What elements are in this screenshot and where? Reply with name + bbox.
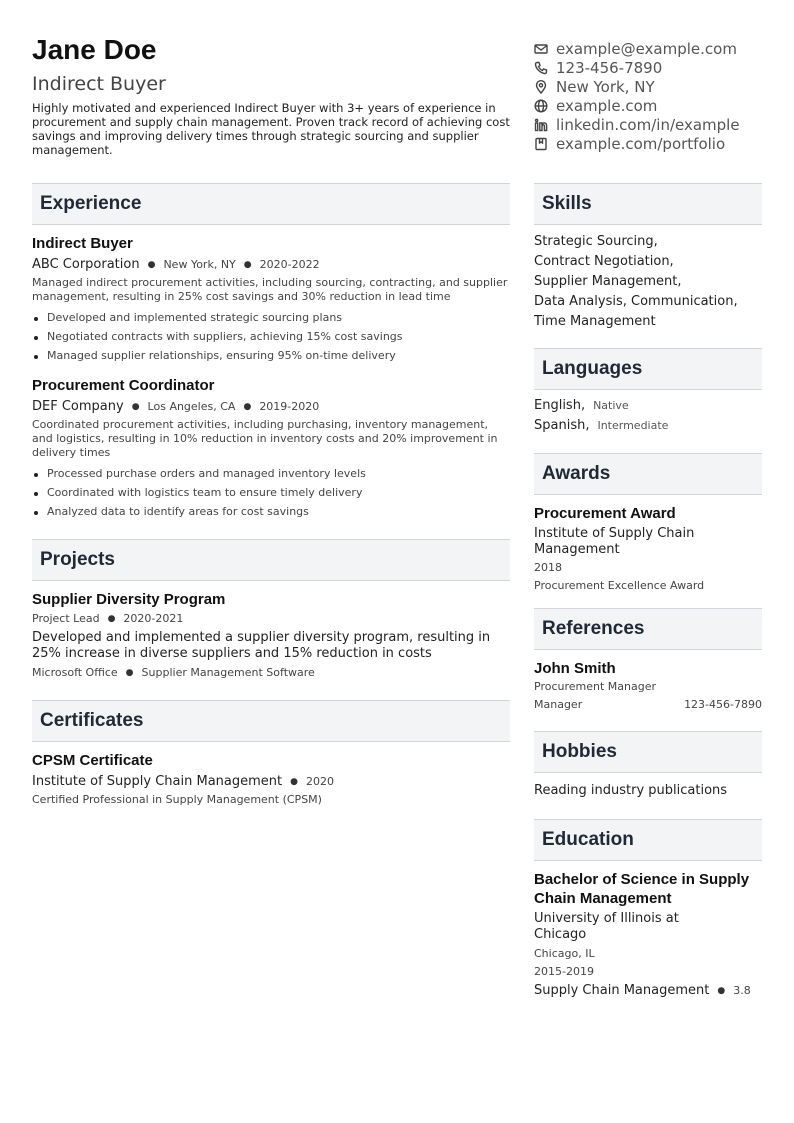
job-location: Los Angeles, CA xyxy=(147,400,236,413)
skill-item: Contract Negotiation, xyxy=(534,254,674,269)
contact-email-text: example@example.com xyxy=(556,39,737,58)
project-title: Supplier Diversity Program xyxy=(32,591,226,608)
reference-position: Procurement Manager xyxy=(534,680,656,693)
reference-role: Manager xyxy=(534,698,583,711)
job-bullet: Analyzed data to identify areas for cost savings xyxy=(32,502,510,521)
certificates-heading xyxy=(32,700,510,742)
company-name: DEF Company xyxy=(32,399,124,414)
contact-linkedin[interactable] xyxy=(534,115,774,134)
certificate-meta xyxy=(32,774,510,790)
contact-website[interactable] xyxy=(534,96,774,115)
right-column xyxy=(534,183,762,999)
certificate-description: Certified Professional in Supply Management (CPSM) xyxy=(32,793,322,806)
contact-phone-text: 123-456-7890 xyxy=(556,58,663,77)
separator-dot: ● xyxy=(290,777,298,787)
job-bullet: Developed and implemented strategic sourcing plans xyxy=(32,308,510,327)
project-item xyxy=(32,591,510,681)
job-bullet: Coordinated with logistics team to ensure timely delivery xyxy=(32,483,510,502)
reference-contact-row xyxy=(534,696,762,714)
contact-location xyxy=(534,77,774,96)
contact-linkedin-text: linkedin.com/in/example xyxy=(556,115,740,134)
languages-heading-text: Languages xyxy=(542,358,643,379)
reference-phone: 123-456-7890 xyxy=(684,698,762,711)
reference-item xyxy=(534,659,762,714)
language-item xyxy=(534,416,762,436)
summary-text: Highly motivated and experienced Indirect Buyer with 3+ years of experience in procurement and supply chain management. Proven track record of achieving cost savings and improving delivery times through strategic sourcing and supplier management. xyxy=(32,101,510,157)
bookmark-icon xyxy=(534,137,548,151)
job-meta xyxy=(32,399,510,415)
language-level: Native xyxy=(593,399,629,412)
project-dates: 2020-2021 xyxy=(123,612,184,625)
left-column xyxy=(32,183,510,807)
skill-item: Time Management xyxy=(534,314,656,329)
contact-portfolio[interactable] xyxy=(534,134,774,153)
job-dates: 2020-2022 xyxy=(259,258,320,271)
phone-icon xyxy=(534,61,548,75)
job-description: Coordinated procurement activities, including purchasing, inventory management, and logistics, resulting in 10% reduction in inventory costs and 20% improvement in delivery times xyxy=(32,418,498,459)
skills-list xyxy=(534,232,762,332)
job-meta xyxy=(32,257,510,273)
contact-location-text: New York, NY xyxy=(556,77,655,96)
skill-item: Strategic Sourcing, xyxy=(534,234,658,249)
experience-item xyxy=(32,235,510,365)
language-name: English, xyxy=(534,398,586,413)
certificate-year: 2020 xyxy=(305,775,334,788)
job-title: Procurement Coordinator xyxy=(32,377,215,394)
projects-heading xyxy=(32,539,510,581)
certificate-title: CPSM Certificate xyxy=(32,752,153,769)
skill-item: Supplier Management, xyxy=(534,274,682,289)
job-bullet: Negotiated contracts with suppliers, achieving 15% cost savings xyxy=(32,327,510,346)
project-role: Project Lead xyxy=(32,612,100,625)
separator-dot: ● xyxy=(147,260,156,270)
skill-item: Data Analysis, Communication, xyxy=(534,294,738,309)
job-bullets xyxy=(32,464,510,521)
skills-heading xyxy=(534,183,762,225)
hobbies-heading-text: Hobbies xyxy=(542,741,617,762)
job-title: Indirect Buyer xyxy=(32,235,133,252)
project-description: Developed and implemented a supplier diversity program, resulting in 25% increase in diverse suppliers and 15% reduction in costs xyxy=(32,630,491,661)
award-issuer: Institute of Supply Chain Management xyxy=(534,526,695,557)
education-degree: Bachelor of Science in Supply Chain Management xyxy=(534,871,750,907)
award-description: Procurement Excellence Award xyxy=(534,579,705,592)
education-location: Chicago, IL xyxy=(534,947,595,960)
project-tools xyxy=(32,665,510,681)
education-gpa: 3.8 xyxy=(733,984,751,997)
separator-dot: ● xyxy=(125,668,134,678)
contact-phone[interactable] xyxy=(534,58,774,77)
awards-heading xyxy=(534,453,762,495)
reference-name: John Smith xyxy=(534,660,616,677)
company-name: ABC Corporation xyxy=(32,257,140,272)
job-bullet: Managed supplier relationships, ensuring 95% on-time delivery xyxy=(32,346,510,365)
job-dates: 2019-2020 xyxy=(259,400,320,413)
candidate-name: Jane Doe xyxy=(32,34,157,65)
certificate-item xyxy=(32,752,510,807)
linkedin-icon xyxy=(534,118,548,132)
separator-dot: ● xyxy=(131,402,140,412)
project-tool: Microsoft Office xyxy=(32,666,118,679)
job-location: New York, NY xyxy=(163,258,236,271)
education-dates: 2015-2019 xyxy=(534,965,594,978)
education-item xyxy=(534,870,762,999)
projects-heading-text: Projects xyxy=(40,549,115,570)
hobby-item: Reading industry publications xyxy=(534,783,728,798)
job-bullets xyxy=(32,308,510,365)
hobbies-heading xyxy=(534,731,762,773)
award-item xyxy=(534,504,762,595)
awards-heading-text: Awards xyxy=(542,463,611,484)
job-description: Managed indirect procurement activities, including sourcing, contracting, and supplier management, resulting in 25% cost savings and 30% reduction in lead time xyxy=(32,276,508,303)
references-heading xyxy=(534,608,762,650)
project-tool: Supplier Management Software xyxy=(141,666,315,679)
certificates-heading-text: Certificates xyxy=(40,710,144,731)
skills-heading-text: Skills xyxy=(542,193,592,214)
map-pin-icon xyxy=(534,80,548,94)
education-heading xyxy=(534,819,762,861)
language-name: Spanish, xyxy=(534,418,590,433)
candidate-role: Indirect Buyer xyxy=(32,73,166,95)
contact-list xyxy=(534,39,774,153)
award-title: Procurement Award xyxy=(534,505,676,522)
job-bullet: Processed purchase orders and managed inventory levels xyxy=(32,464,510,483)
language-item xyxy=(534,396,762,416)
education-school: University of Illinois at Chicago xyxy=(534,911,679,942)
references-heading-text: References xyxy=(542,618,645,639)
languages-heading xyxy=(534,348,762,390)
contact-portfolio-text: example.com/portfolio xyxy=(556,134,726,153)
separator-dot: ● xyxy=(107,614,116,624)
award-year: 2018 xyxy=(534,561,562,574)
experience-heading-text: Experience xyxy=(40,193,142,214)
experience-item xyxy=(32,377,510,521)
language-level: Intermediate xyxy=(597,419,669,432)
contact-email[interactable] xyxy=(534,39,774,58)
mail-icon xyxy=(534,42,548,56)
contact-website-text: example.com xyxy=(556,96,658,115)
separator-dot: ● xyxy=(243,402,252,412)
separator-dot: ● xyxy=(717,986,726,996)
globe-icon xyxy=(534,99,548,113)
resume-header xyxy=(32,34,510,157)
education-field: Supply Chain Management xyxy=(534,983,710,998)
experience-heading xyxy=(32,183,510,225)
education-field-row xyxy=(534,983,762,999)
languages-list xyxy=(534,396,762,436)
certificate-issuer: Institute of Supply Chain Management xyxy=(32,774,283,789)
hobbies-list xyxy=(534,781,762,801)
separator-dot: ● xyxy=(243,260,252,270)
education-heading-text: Education xyxy=(542,829,634,850)
project-meta xyxy=(32,611,510,627)
